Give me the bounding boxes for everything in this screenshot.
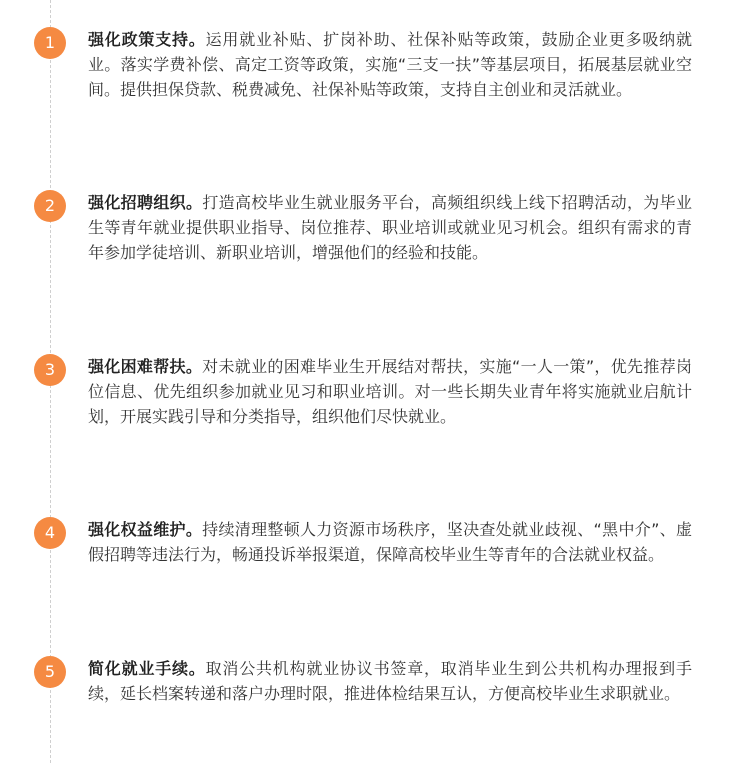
item-text <box>88 190 692 265</box>
step-number-badge: 5 <box>34 656 66 688</box>
item-title: 强化招聘组织。 <box>88 193 203 212</box>
item-title: 强化权益维护。 <box>88 520 203 539</box>
step-number-badge: 2 <box>34 190 66 222</box>
item-body: 打造高校毕业生就业服务平台，高频组织线上线下招聘活动，为毕业生等青年就业提供职业指导、岗位推荐、职业培训或就业见习机会。组织有需求的青年参加学徒培训、新职业培训，增强他们的经验和技能。 <box>88 193 692 262</box>
item-body: 运用就业补贴、扩岗补助、社保补贴等政策，鼓励企业更多吸纳就业。落实学费补偿、高定工资等政策，实施“三支一扶”等基层项目，拓展基层就业空间。提供担保贷款、税费减免、社保补贴等政策，支持自主创业和灵活就业。 <box>88 30 692 99</box>
step-number-badge: 4 <box>34 517 66 549</box>
step-number-badge: 3 <box>34 354 66 386</box>
item-text <box>88 27 692 102</box>
item-title: 简化就业手续。 <box>88 659 206 678</box>
step-number-badge: 1 <box>34 27 66 59</box>
item-text <box>88 517 692 567</box>
item-title: 强化政策支持。 <box>88 30 206 49</box>
item-title: 强化困难帮扶。 <box>88 357 203 376</box>
item-body: 取消公共机构就业协议书签章，取消毕业生到公共机构办理报到手续，延长档案转递和落户办理时限，推进体检结果互认，方便高校毕业生求职就业。 <box>88 659 692 703</box>
item-body: 持续清理整顿人力资源市场秩序，坚决查处就业歧视、“黑中介”、虚假招聘等违法行为，畅通投诉举报渠道，保障高校毕业生等青年的合法就业权益。 <box>88 520 692 564</box>
item-body: 对未就业的困难毕业生开展结对帮扶，实施“一人一策”，优先推荐岗位信息、优先组织参加就业见习和职业培训。对一些长期失业青年将实施就业启航计划，开展实践引导和分类指导，组织他们尽快就业。 <box>88 357 692 426</box>
item-text <box>88 354 692 429</box>
item-text <box>88 656 692 706</box>
